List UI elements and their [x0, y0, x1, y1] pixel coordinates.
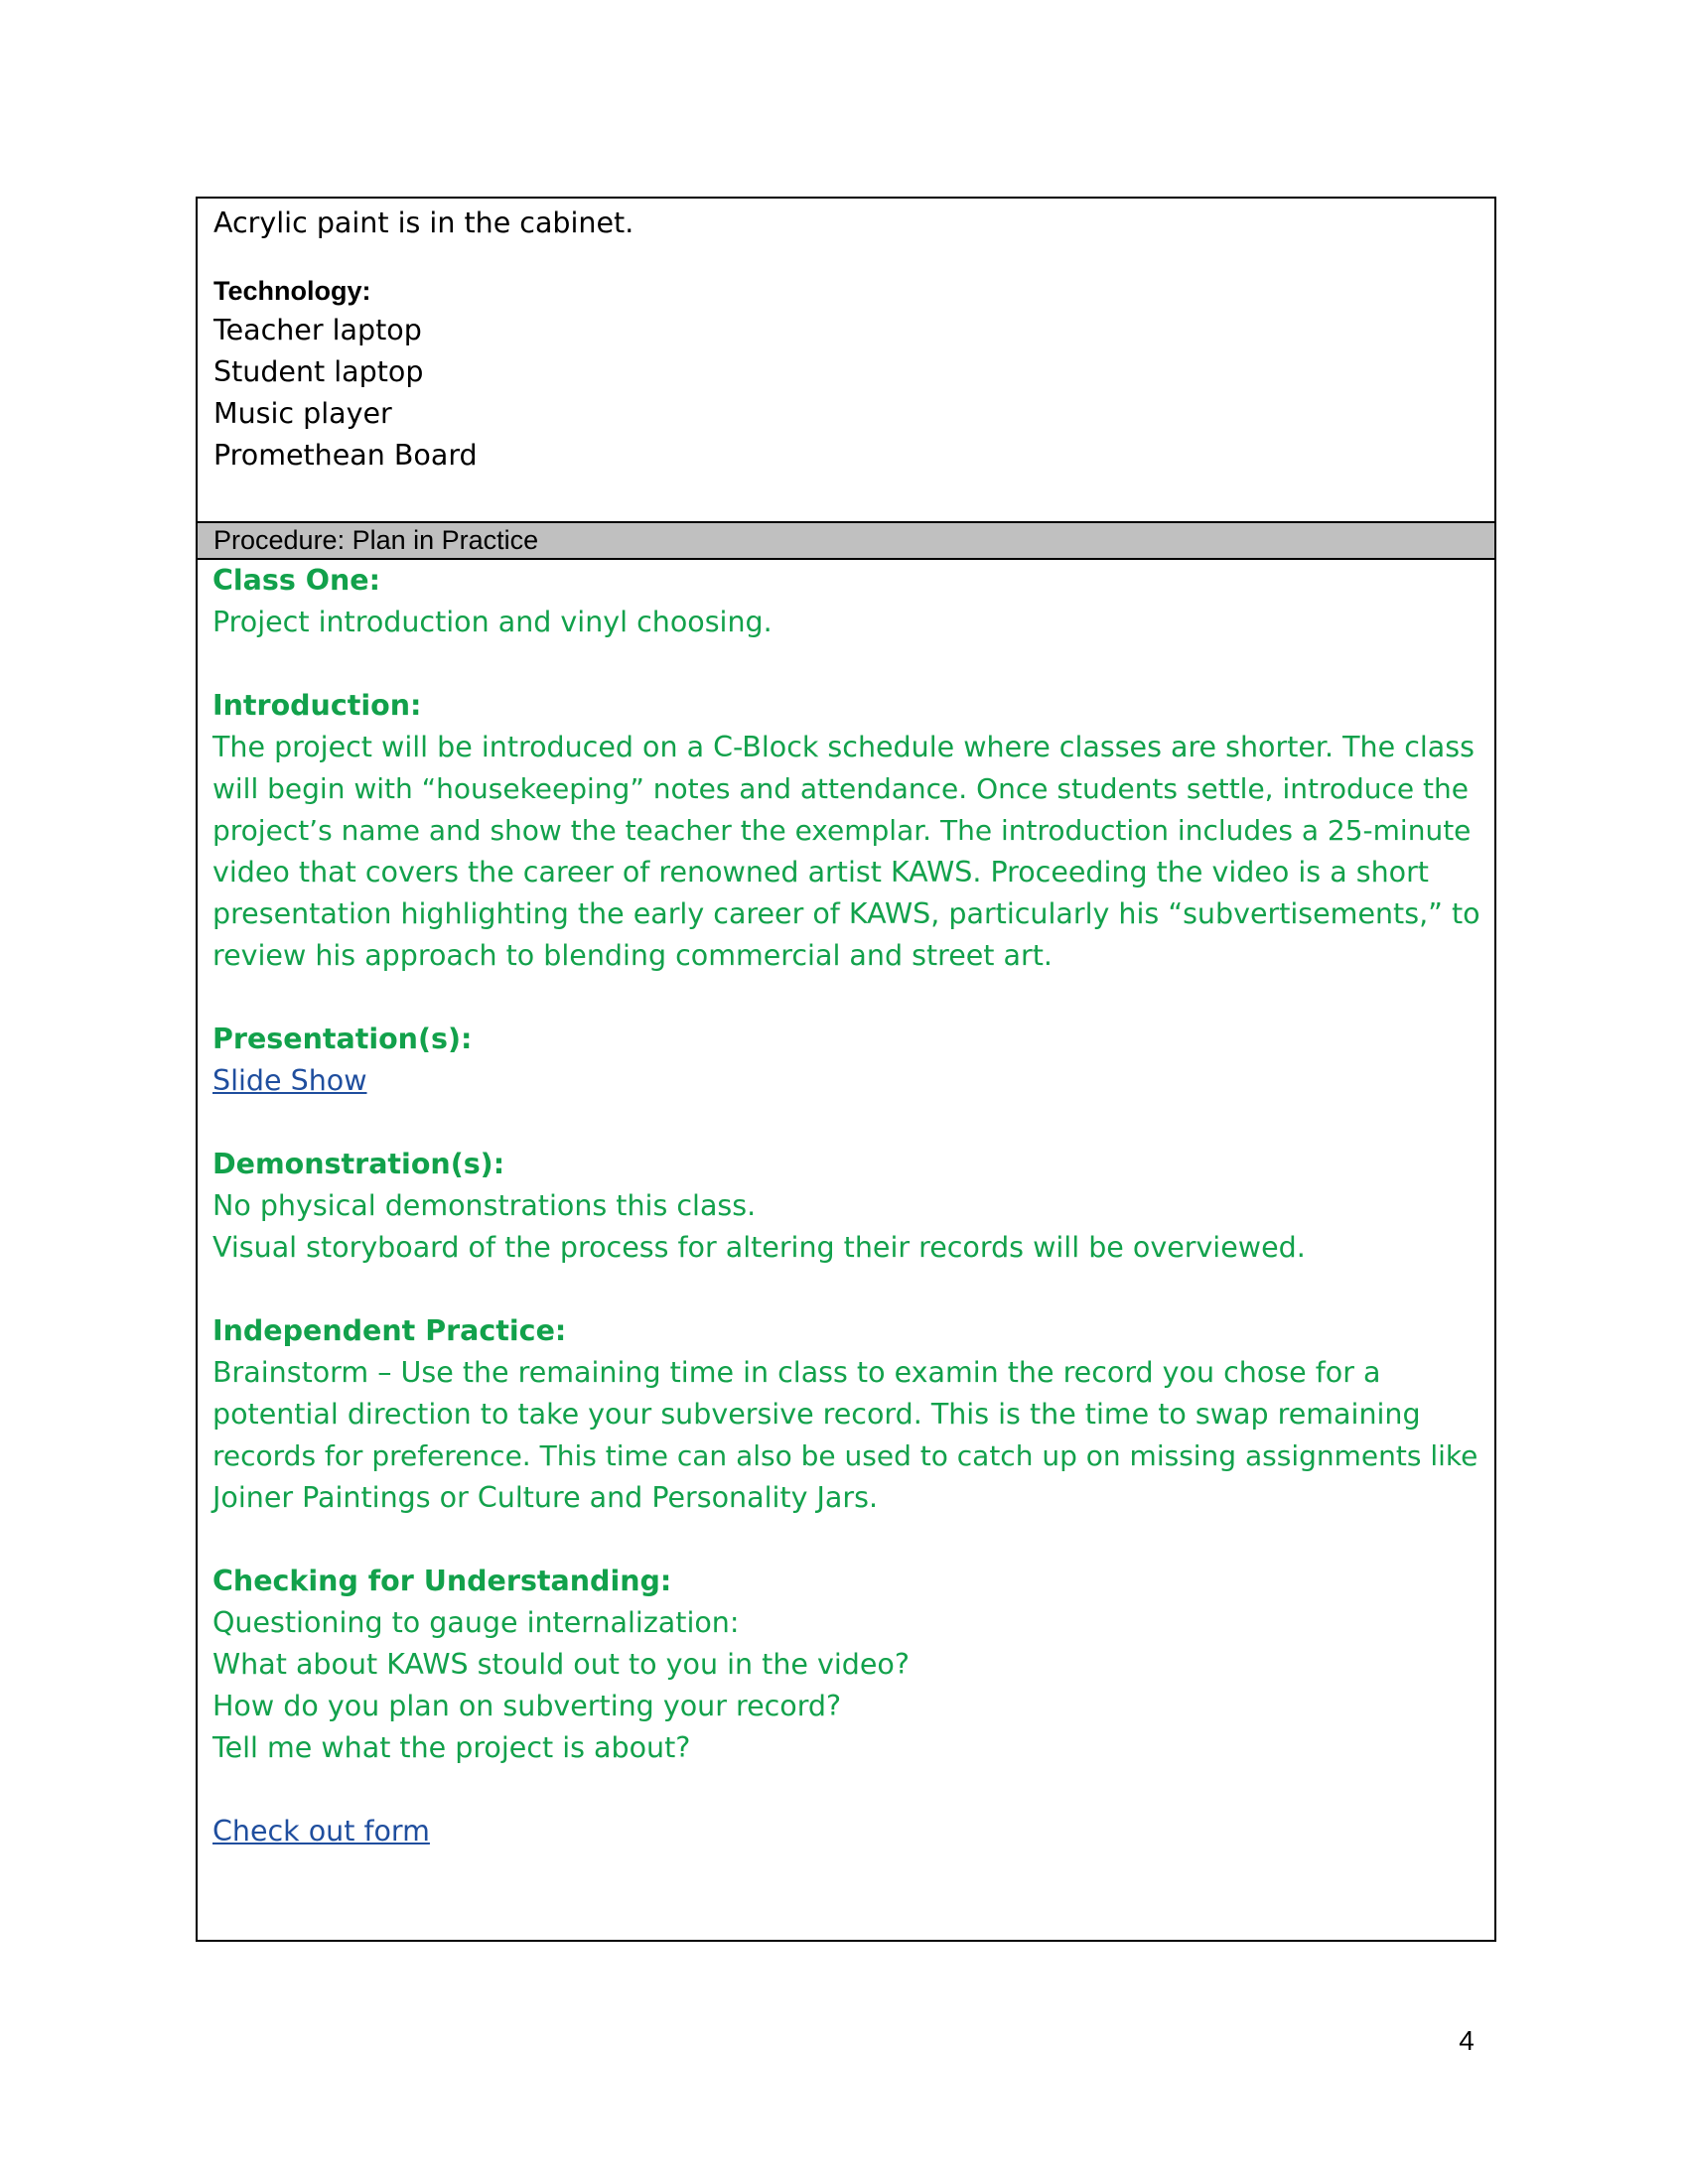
technology-item: Teacher laptop [213, 314, 422, 346]
technology-item: Music player [213, 397, 392, 430]
class-one-heading: Class One: [212, 564, 381, 597]
demonstrations-line: No physical demonstrations this class. [212, 1189, 757, 1222]
introduction-line: review his approach to blending commercial and street art. [212, 939, 1053, 972]
independent-practice-line: potential direction to take your subversive record. This is the time to swap remaining [212, 1398, 1421, 1431]
checking-line: What about KAWS stould out to you in the video? [212, 1648, 910, 1681]
paint-note: Acrylic paint is in the cabinet. [213, 206, 634, 239]
introduction-line: will begin with “housekeeping” notes and attendance. Once students settle, introduce the [212, 772, 1470, 805]
introduction-line: presentation highlighting the early career of KAWS, particularly his “subvertisements,” to [212, 897, 1480, 930]
demonstrations-heading: Demonstration(s): [212, 1148, 505, 1180]
introduction-heading: Introduction: [212, 689, 422, 722]
checking-line: How do you plan on subverting your record? [212, 1690, 842, 1722]
technology-label: Technology: [213, 276, 371, 306]
independent-practice-line: Brainstorm – Use the remaining time in class to examin the record you chose for a [212, 1356, 1381, 1389]
check-out-form-link[interactable]: Check out form [212, 1815, 430, 1847]
introduction-line: The project will be introduced on a C-Block schedule where classes are shorter. The class [212, 731, 1475, 763]
technology-item: Student laptop [213, 355, 424, 388]
page-number: 4 [1459, 2025, 1475, 2056]
procedure-cell [198, 560, 1494, 1940]
checking-heading: Checking for Understanding: [212, 1565, 672, 1597]
checking-line: Questioning to gauge internalization: [212, 1606, 740, 1639]
lesson-plan-table [196, 197, 1496, 1942]
technology-item: Promethean Board [213, 439, 478, 472]
materials-cell [198, 199, 1494, 523]
introduction-line: video that covers the career of renowned artist KAWS. Proceeding the video is a short [212, 856, 1429, 888]
procedure-header: Procedure: Plan in Practice [198, 523, 1494, 560]
class-one-text: Project introduction and vinyl choosing. [212, 606, 773, 638]
introduction-line: project’s name and show the teacher the exemplar. The introduction includes a 25-minute [212, 814, 1472, 847]
presentations-heading: Presentation(s): [212, 1023, 473, 1055]
checking-line: Tell me what the project is about? [212, 1731, 691, 1764]
independent-practice-line: records for preference. This time can also be used to catch up on missing assignments like [212, 1439, 1478, 1472]
demonstrations-line: Visual storyboard of the process for altering their records will be overviewed. [212, 1231, 1306, 1264]
independent-practice-line: Joiner Paintings or Culture and Personality Jars. [212, 1481, 879, 1514]
slide-show-link[interactable]: Slide Show [212, 1064, 367, 1097]
independent-practice-heading: Independent Practice: [212, 1314, 567, 1347]
